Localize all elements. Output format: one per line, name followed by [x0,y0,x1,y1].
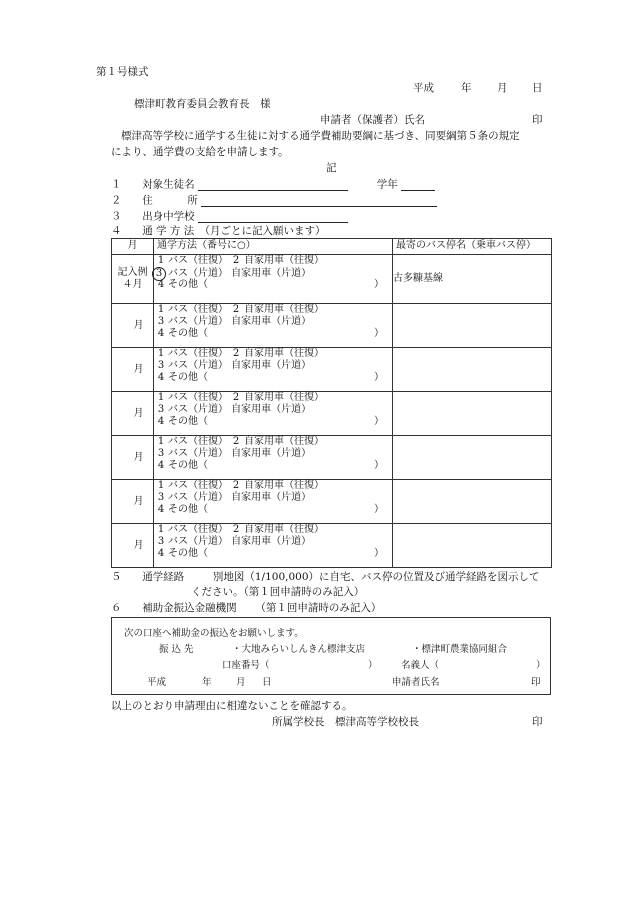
bank-dest-label: 振 込 先 [159,644,194,655]
month-cell[interactable]: 月 [112,348,154,392]
form-number: 第１号様式 [96,66,149,78]
bank-transfer-box [111,617,551,695]
bank-option-1[interactable]: ・大地みらいしんきん標津支店 [232,644,366,655]
item4-number: ４ [111,225,122,237]
example-month: ４月 [122,279,143,290]
table-row [112,436,552,480]
item6-note: （第１回申請時のみ記入） [255,602,382,614]
item3-number: ３ [111,210,122,223]
bank-applicant-seal: 印 [531,677,541,688]
stop-cell[interactable] [393,436,552,480]
circled-option: 3 [152,267,166,281]
item3-label: 出身中学校 [142,210,195,223]
ki-heading: 記 [326,162,337,174]
item2-label-a: 住 [142,194,153,207]
address-field[interactable] [201,194,437,207]
item4-commute-method [111,225,325,238]
bank-date-year: 年 [202,677,212,688]
header-stop: 最寄のバス停名（乗車バス停） [393,239,552,255]
method-cell[interactable]: 1 バス（往復） 2 自家用車（往復） 3 バス（片道） 自家用車（片道） 4 その他（ ） [154,524,393,568]
item5-number: ５ [111,571,122,583]
table-row [112,524,552,568]
table-row [112,304,552,348]
addressee: 標津町教育委員会教育長 様 [134,98,271,110]
applicant-name-label: 申請者（保護者）氏名 [320,114,425,126]
item5-route [111,571,540,584]
stop-cell[interactable] [393,524,552,568]
table-row [112,392,552,436]
account-number-label: 口座番号（ [222,660,270,671]
bank-date-era: 平成 [147,677,167,688]
table-row [112,480,552,524]
item1-label: 対象生徒名 [142,178,195,191]
month-cell[interactable]: 月 [112,304,154,348]
item3-junior-high [111,210,348,223]
stop-cell[interactable] [393,392,552,436]
example-label: 記入例 [117,267,148,278]
month-cell[interactable]: 月 [112,392,154,436]
date-era: 平成 [413,82,434,94]
bank-applicant-label: 申請者氏名 [392,677,440,688]
month-cell[interactable]: 月 [112,436,154,480]
stop-cell[interactable] [393,304,552,348]
grade-field[interactable] [401,178,435,191]
date-day: 日 [532,82,543,94]
principal-seal: 印 [532,716,543,728]
account-holder-close: ） [536,660,546,671]
item2-address [111,194,437,207]
item6-bank [111,602,381,615]
item2-label-b: 所 [187,194,198,207]
method-cell[interactable]: 1 バス（往復） 2 自家用車（往復） 3 バス（片道） 自家用車（片道） 4 その他（ ） [154,348,393,392]
item6-label: 補助金振込金融機関 [142,602,237,614]
month-cell[interactable]: 月 [112,480,154,524]
item1-number: １ [111,178,122,191]
item5-text1: 別地図（1/100,000）に自宅、バス停の位置及び通学経路を図示して [212,571,540,583]
header-method: 通学方法（番号に○） [154,239,393,255]
example-methods: 1 バス（往復） 2 自家用車（往復） 3 バス（片道） 自家用車（片道） 4 その他（ ） [154,255,393,304]
junior-high-field[interactable] [198,210,348,223]
bank-option-2[interactable]: ・標津町農業協同組合 [412,644,508,655]
bank-intro: 次の口座へ補助金の振込をお願いします。 [124,628,304,639]
date-year: 年 [461,82,472,94]
method-cell[interactable]: 1 バス（往復） 2 自家用車（往復） 3 バス（片道） 自家用車（片道） 4 その他（ ） [154,304,393,348]
bank-date-day: 日 [262,677,272,688]
example-month-cell [112,255,154,304]
principal-label: 所属学校長 標津高等学校校長 [272,716,419,728]
example-stop: 古多糠基線 [393,255,552,304]
example-row [112,255,552,304]
method-cell[interactable]: 1 バス（往復） 2 自家用車（往復） 3 バス（片道） 自家用車（片道） 4 その他（ ） [154,392,393,436]
item2-number: ２ [111,194,122,207]
item4-label: 通 学 方 法 （月ごとに記入願います） [142,225,326,237]
bank-date-month: 月 [236,677,246,688]
confirmation-text: 以上のとおり申請理由に相違ないことを確認する。 [111,700,353,712]
header-month: 月 [112,239,154,255]
item5-text2: ください。（第１回申請時のみ記入） [191,586,365,598]
table-row [112,348,552,392]
applicant-seal: 印 [532,114,543,126]
account-number-close: ） [368,660,378,671]
grade-label: 学年 [376,178,398,191]
method-cell[interactable]: 1 バス（往復） 2 自家用車（往復） 3 バス（片道） 自家用車（片道） 4 その他（ ） [154,480,393,524]
account-holder-label: 名義人（ [401,660,440,671]
stop-cell[interactable] [393,480,552,524]
item1-student-name [111,178,435,191]
commute-table [111,238,552,568]
student-name-field[interactable] [198,178,348,191]
date-month: 月 [497,82,508,94]
method-cell[interactable]: 1 バス（往復） 2 自家用車（往復） 3 バス（片道） 自家用車（片道） 4 その他（ ） [154,436,393,480]
month-cell[interactable]: 月 [112,524,154,568]
stop-cell[interactable] [393,348,552,392]
body-text-line2: により、通学費の支給を申請します。 [111,146,289,158]
item5-label: 通学経路 [142,571,185,583]
item6-number: ６ [111,602,122,614]
body-text-line1: 標津高等学校に通学する生徒に対する通学費補助要綱に基づき、同要綱第５条の規定 [121,130,520,142]
